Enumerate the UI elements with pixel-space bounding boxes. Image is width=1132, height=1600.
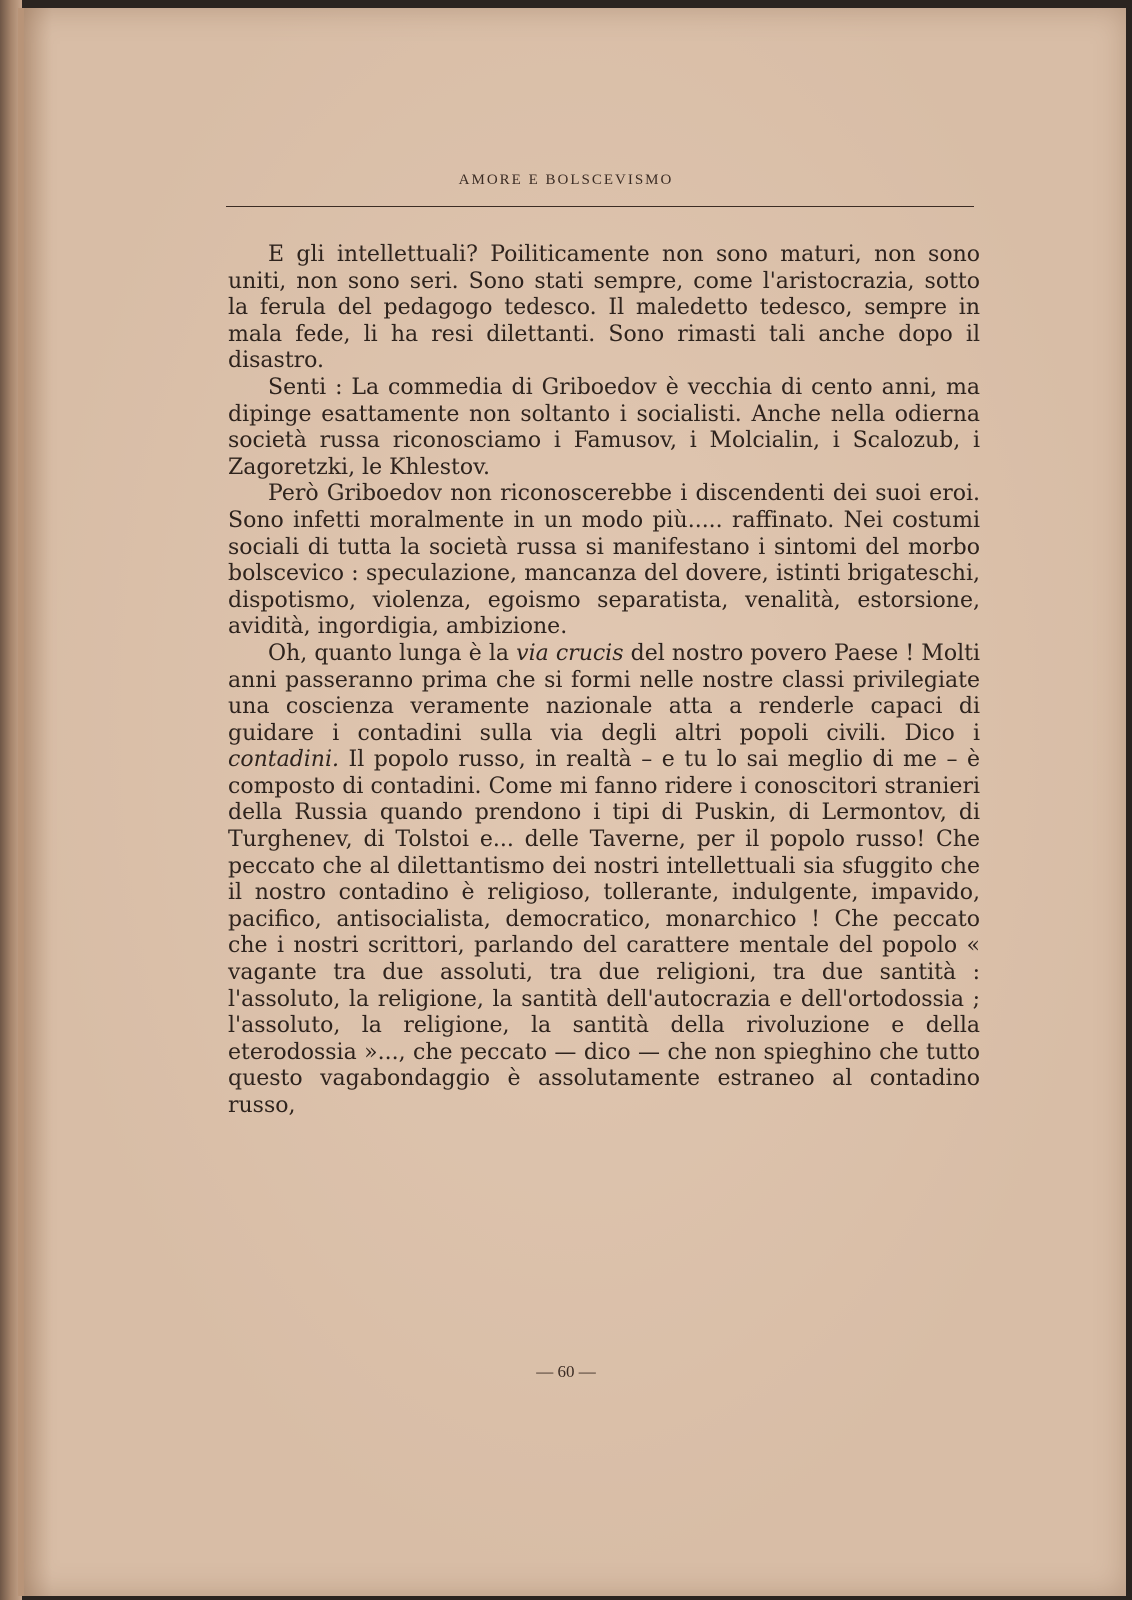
paragraph-via-crucis bbox=[228, 641, 980, 1120]
italic-run-via-crucis: via crucis bbox=[516, 640, 624, 666]
text-run: Oh, quanto lunga è la bbox=[268, 640, 517, 666]
paragraph-griboedov-comedy: Senti : La commedia di Griboedov è vecchia di cento anni, ma dipinge esattamente non soltanto i socialisti. Anche nella odierna società russa riconosciamo i Famusov, i Molcialin, i Scalozub, i Zagoretzki, le Khlestov. bbox=[228, 374, 980, 480]
paragraph-intellectuals: E gli intellettuali? Poiliticamente non sono maturi, non sono uniti, non sono seri. Sono stati sempre, come l'aristocrazia, sotto la ferula del pedagogo tedesco. Il maledetto tedesco, sempre in mala fede, li ha resi dilettanti. Sono rimasti tali anche dopo il disastro. bbox=[228, 242, 980, 374]
paragraph-griboedov-heroes: Però Griboedov non riconoscerebbe i discendenti dei suoi eroi. Sono infetti moralmente in un modo più..... raffinato. Nei costumi sociali di tutta la società russa si manifestano i sintomi del morbo bolscevico : speculazione, mancanza del dovere, istinti brigateschi, dispotismo, violenza, egoismo separatista, venalità, estorsione, avidità, ingordigia, ambizione. bbox=[228, 481, 980, 640]
text-run: del nostro povero Paese ! Molti anni passeranno prima che si formi nelle nostre classi privilegiate una coscienza veramente nazionale atta a renderle capaci di guidare i contadini sulla via degli altri popoli civili. Dico i bbox=[228, 640, 980, 746]
italic-run-contadini: contadini. bbox=[228, 747, 340, 773]
running-header: AMORE E BOLSCEVISMO bbox=[458, 172, 674, 188]
page-body bbox=[228, 242, 980, 1120]
header-rule bbox=[226, 206, 974, 207]
text-run: Il popolo russo, in realtà – e tu lo sai meglio di me – è composto di contadini. Come mi fanno ridere i conoscitori stranieri della Russia quando prendono i tipi di Puskin, di Lermontov, di Turghenev, di Tolstoi e... delle Taverne, per il popolo russo! Che peccato che al dilettantismo dei nostri intellettuali sia sfuggito che il nostro contadino è religioso, tollerante, indulgente, impavido, pacifico, antisocialista, democratico, monarchico ! Che peccato che i nostri scrittori, parlando del carattere mentale del popolo « vagante tra due assoluti, tra due religioni, tra due santità : l'assoluto, la religione, la santità dell'autocrazia e dell'ortodossia ; l'assoluto, la religione, la santità della rivoluzione e della eterodossia »..., che peccato — dico — che non spieghino che tutto questo vagabondaggio è assolutamente estraneo al contadino russo, bbox=[228, 747, 980, 1118]
page-number: — 60 — bbox=[536, 1362, 596, 1381]
